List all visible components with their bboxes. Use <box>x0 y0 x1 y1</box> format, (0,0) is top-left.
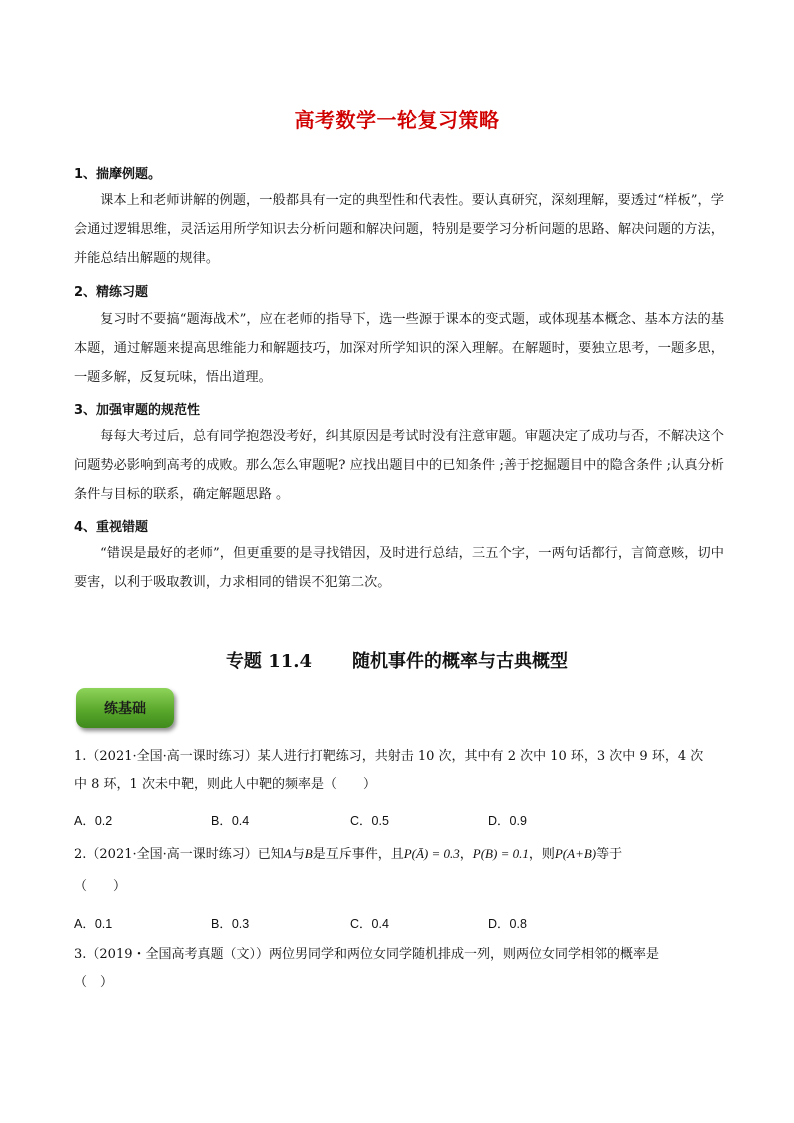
question-2-line-1 <box>74 840 734 869</box>
q2-event-a: A <box>283 846 292 861</box>
topic-title: 随机事件的概率与古典概型 <box>352 651 569 672</box>
q2-option-b[interactable]: B．0.3 <box>211 917 250 931</box>
main-title: 高考数学一轮复习策略 <box>294 108 500 132</box>
q2-prob-a-complement: P(Ā) = 0.3 <box>403 846 460 861</box>
question-1 <box>74 743 734 799</box>
section-2-paragraph <box>74 305 724 392</box>
q2-mid: 是互斥事件，且 <box>312 847 404 862</box>
q2-option-c[interactable]: C．0.4 <box>350 917 389 931</box>
question-3-line-2: （ ） <box>74 975 114 990</box>
section-3-heading: 3、加强审题的规范性 <box>74 403 201 418</box>
q2-prob-b: P(B) = 0.1 <box>472 846 529 861</box>
question-1-line-1: 1.（2021·全国·高一课时练习）某人进行打靶练习，共射击 10 次，其中有 2 次中 10 环，3 次中 9 环，4 次 <box>74 749 704 764</box>
q1-option-a[interactable]: A．0.2 <box>74 814 113 828</box>
question-1-line-2: 中 8 环，1 次未中靶，则此人中靶的频率是（ ） <box>74 777 376 792</box>
q2-prob-a-plus-b: P(A+B) <box>554 846 597 861</box>
question-3 <box>74 941 734 997</box>
q1-option-b[interactable]: B．0.4 <box>211 814 250 828</box>
section-4-text: “错误是最好的老师”，但更重要的是寻找错因，及时进行总结，三五个字，一两句话都行，言简意赅，切中要害，以利于吸取教训，力求相同的错误不犯第二次。 <box>74 546 724 590</box>
q2-separator: ， <box>459 847 473 862</box>
question-3-line-1: 3.（2019・全国高考真题（文））两位男同学和两位女同学随机排成一列，则两位女同学相邻的概率是 <box>74 947 659 962</box>
section-3-text: 每每大考过后，总有同学抱怨没考好，纠其原因是考试时没有注意审题。审题决定了成功与否，不解决这个问题势必影响到高考的成败。那么怎么审题呢? 应找出题目中的已知条件 ;善于挖掘题目中的隐含条件 ;认真分析条件与目标的联系，确定解题思路 。 <box>74 429 724 502</box>
section-1-paragraph <box>74 186 724 273</box>
topic-heading <box>0 647 794 673</box>
section-4-heading: 4、重视错题 <box>74 520 149 535</box>
section-1-heading: 1、揣摩例题。 <box>74 167 162 182</box>
section-4-paragraph <box>74 539 724 597</box>
q2-option-d[interactable]: D．0.8 <box>488 917 527 931</box>
section-3-paragraph <box>74 422 724 509</box>
section-2-heading: 2、精练习题 <box>74 285 149 300</box>
q2-event-b: B <box>304 846 313 861</box>
q2-and: 与 <box>291 847 305 862</box>
q1-option-d[interactable]: D．0.9 <box>488 814 527 828</box>
practice-basics-badge: 练基础 <box>76 688 174 728</box>
question-2 <box>74 840 734 901</box>
q2-prefix: 2.（2021·全国·高一课时练习）已知 <box>74 847 284 862</box>
q2-then: ，则 <box>528 847 555 862</box>
topic-number: 专题 11.4 <box>225 651 313 672</box>
section-1-text: 课本上和老师讲解的例题，一般都具有一定的典型性和代表性。要认真研究，深刻理解，要透过“样板”，学会通过逻辑思维，灵活运用所学知识去分析问题和解决问题，特别是要学习分析问题的思路、解决问题的方法，并能总结出解题的规律。 <box>74 193 724 266</box>
q2-option-a[interactable]: A．0.1 <box>74 917 113 931</box>
q2-suffix: 等于 <box>596 847 623 862</box>
section-2-text: 复习时不要搞“题海战术”，应在老师的指导下，选一些源于课本的变式题，或体现基本概念、基本方法的基本题，通过解题来提高思维能力和解题技巧，加深对所学知识的深入理解。在解题时，要独立思考，一题多思，一题多解，反复玩味，悟出道理。 <box>74 312 724 385</box>
question-2-line-2: （ ） <box>74 879 127 894</box>
q1-option-c[interactable]: C．0.5 <box>350 814 389 828</box>
